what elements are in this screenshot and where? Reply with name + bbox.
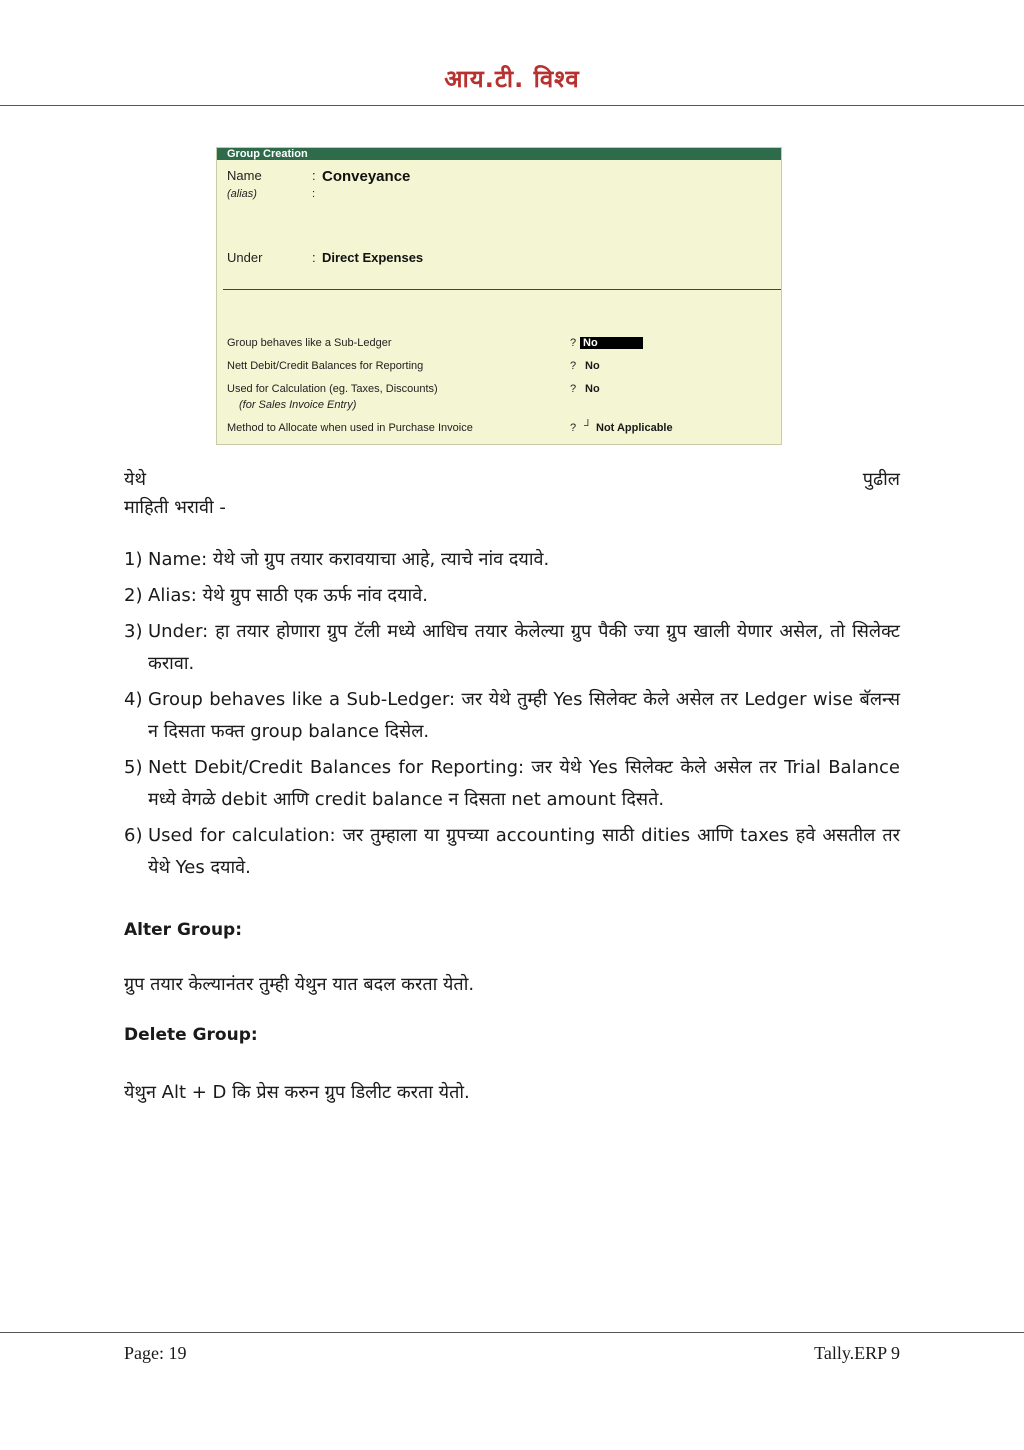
list-item-text: Group behaves like a Sub-Ledger: जर येथे तुम्ही Yes सिलेक्ट केले असेल तर Ledger wise बॅलन्स न दिसता फक्त group balance दिसेल. xyxy=(148,689,900,742)
list-item xyxy=(124,616,900,680)
tally-name-label: Name xyxy=(227,168,262,183)
list-item-text: Nett Debit/Credit Balances for Reporting: जर येथे Yes सिलेक्ट केले असेल तर Trial Balance मध्ये वेगळे debit आणि credit balance न दिसता net amount दिसते. xyxy=(148,757,900,810)
list-item xyxy=(124,580,900,612)
list-item-text: Under: हा तयार होणारा ग्रुप टॅली मध्ये आधिच तयार केलेल्या ग्रुप पैकी ज्या ग्रुप खाली येणार असेल, तो सिलेक्ट करावा. xyxy=(148,621,900,674)
list-item-text: Alias: येथे ग्रुप साठी एक ऊर्फ नांव दयावे. xyxy=(148,585,428,606)
tally-under-colon: : xyxy=(312,250,316,265)
intro-text-left: येथे xyxy=(124,469,146,490)
intro-text-line2: माहिती भरावी - xyxy=(124,497,226,518)
list-item-number: 5) xyxy=(124,757,143,778)
tally-under-value: Direct Expenses xyxy=(322,250,424,265)
footer-divider xyxy=(0,1332,1024,1333)
tally-question-mark: ? xyxy=(570,422,577,434)
list-item-text: Name: येथे जो ग्रुप तयार करावयाचा आहे, त्याचे नांव दयावे. xyxy=(148,549,550,570)
tally-option-marker: ┘ xyxy=(584,420,592,432)
tally-option-label: Nett Debit/Credit Balances for Reporting xyxy=(227,360,424,372)
list-item-number: 3) xyxy=(124,621,143,642)
tally-group-creation-screenshot xyxy=(216,147,782,445)
tally-option-value: No xyxy=(580,337,643,349)
list-item xyxy=(124,752,900,816)
field-description-list xyxy=(124,544,900,888)
tally-option-label: Method to Allocate when used in Purchase Invoice xyxy=(227,422,473,434)
footer-page-number: Page: 19 xyxy=(124,1343,187,1363)
list-item xyxy=(124,820,900,884)
list-item-number: 6) xyxy=(124,825,143,846)
tally-option-value: No xyxy=(585,360,600,372)
tally-option-label: Group behaves like a Sub-Ledger xyxy=(227,337,392,349)
intro-text-right: पुढील xyxy=(862,469,900,490)
delete-group-text: येथुन Alt + D कि प्रेस करुन ग्रुप डिलीट करता येतो. xyxy=(124,1082,470,1103)
header-divider xyxy=(0,105,1024,106)
tally-under-label: Under xyxy=(227,250,263,265)
tally-alias-label: (alias) xyxy=(227,188,257,200)
tally-option-sublabel: (for Sales Invoice Entry) xyxy=(239,399,357,411)
list-item-number: 1) xyxy=(124,549,143,570)
alter-group-text: ग्रुप तयार केल्यानंतर तुम्ही येथुन यात बदल करता येतो. xyxy=(124,974,475,995)
tally-separator xyxy=(223,289,781,290)
tally-name-value: Conveyance xyxy=(322,168,411,185)
list-item-number: 2) xyxy=(124,585,143,606)
tally-question-mark: ? xyxy=(570,337,577,349)
delete-group-heading: Delete Group: xyxy=(124,1025,258,1045)
tally-option-value: No xyxy=(585,383,600,395)
list-item xyxy=(124,544,900,576)
list-item xyxy=(124,684,900,748)
tally-question-mark: ? xyxy=(570,360,577,372)
tally-option-label: Used for Calculation (eg. Taxes, Discounts) xyxy=(227,383,438,395)
tally-window-title: Group Creation xyxy=(217,148,781,160)
footer-product-name: Tally.ERP 9 xyxy=(814,1343,900,1363)
tally-alias-colon: : xyxy=(312,188,316,200)
page-header-title: आय.टी. विश्व xyxy=(444,65,580,93)
tally-question-mark: ? xyxy=(570,383,577,395)
tally-option-value: Not Applicable xyxy=(596,422,673,434)
alter-group-heading: Alter Group: xyxy=(124,920,243,940)
tally-name-colon: : xyxy=(312,168,316,183)
list-item-text: Used for calculation: जर तुम्हाला या ग्रुपच्या accounting साठी dities आणि taxes हवे असतील तर येथे Yes दयावे. xyxy=(148,825,900,878)
list-item-number: 4) xyxy=(124,689,143,710)
